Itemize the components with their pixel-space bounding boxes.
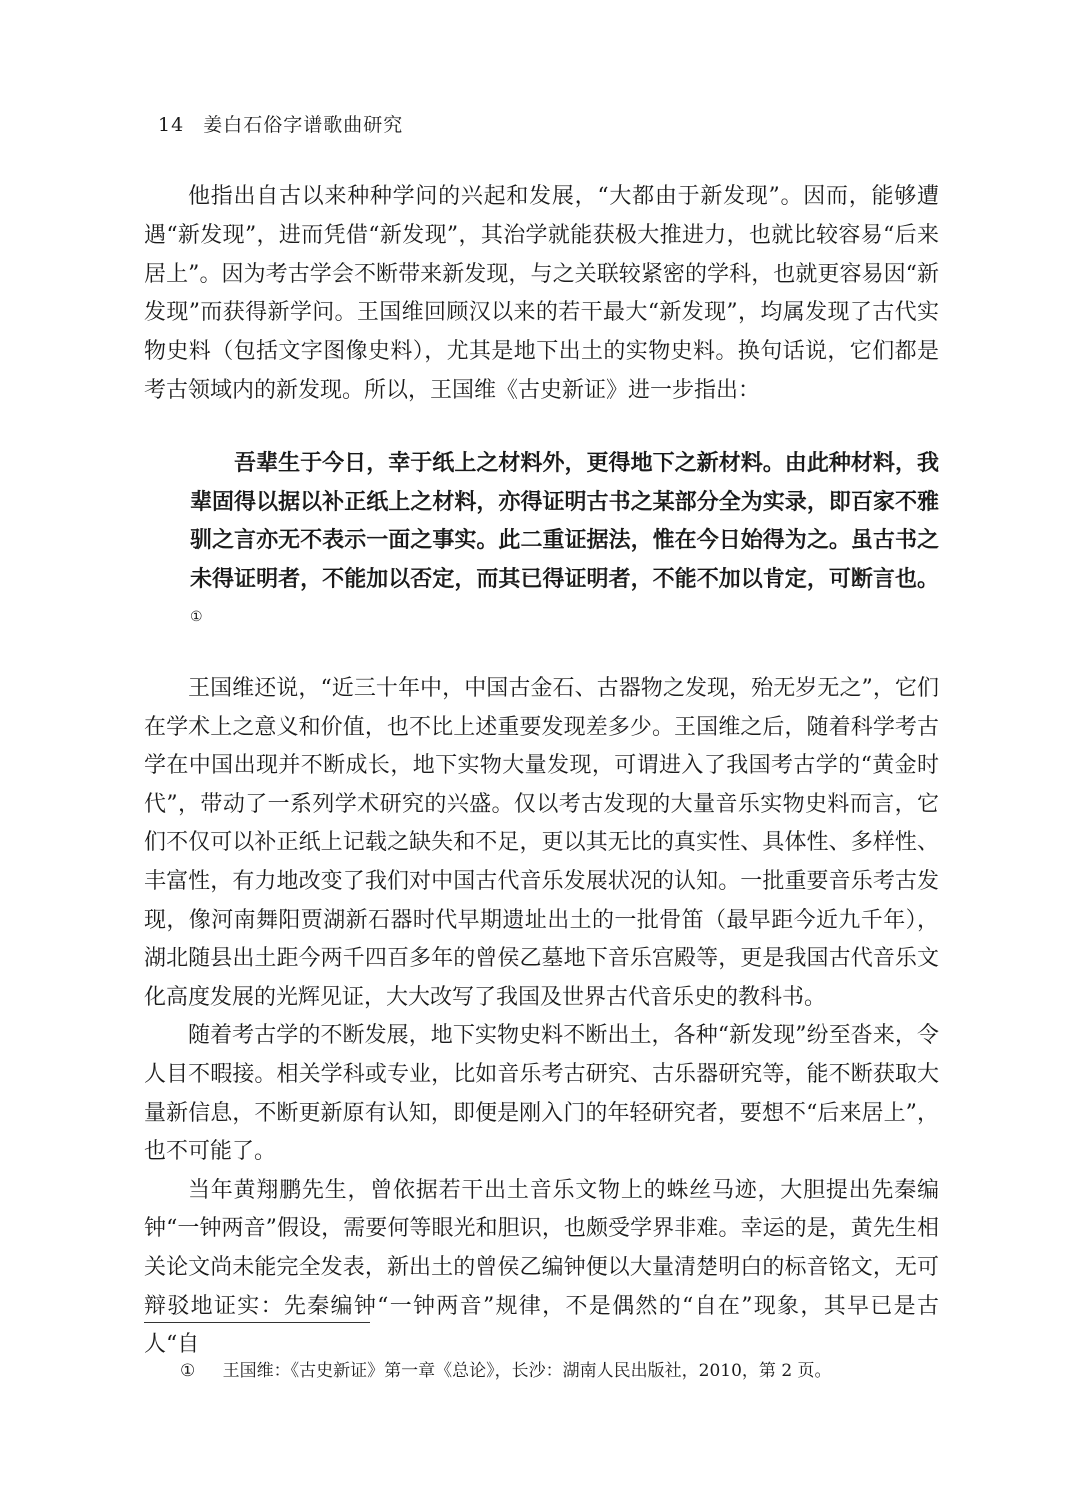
footnote-reference[interactable]: ① [190, 609, 203, 626]
running-head [158, 110, 403, 137]
paragraph: 当年黄翔鹏先生，曾依据若干出土音乐文物上的蛛丝马迹，大胆提出先秦编钟“一钟两音”假设，需要何等眼光和胆识，也颇受学界非难。幸运的是，黄先生相关论文尚未能完全发表，新出土的曾侯乙编钟便以大量清楚明白的标音铭文，无可辩驳地证实：先秦编钟“一钟两音”规律，不是偶然的“自在”现象，其早已是古人“自 [144, 1177, 939, 1358]
body-text-bottom [144, 670, 939, 1365]
footnote-marker: ① [180, 1361, 196, 1381]
quote-text: 吾辈生于今日，幸于纸上之材料外，更得地下之新材料。由此种材料，我辈固得以据以补正纸上之材料，亦得证明古书之某部分全为实录，即百家不雅驯之言亦无不表示一面之事实。此二重证据法，惟在今日始得为之。虽古书之未得证明者，不能加以否定，而其已得证明者，不能不加以肯定，可断言也。 [190, 450, 939, 592]
paragraph: 他指出自古以来种种学问的兴起和发展，“大都由于新发现”。因而，能够遭遇“新发现”，进而凭借“新发现”，其治学就能获极大推进力，也就比较容易“后来居上”。因为考古学会不断带来新发现，与之关联较紧密的学科，也就更容易因“新发现”而获得新学问。王国维回顾汉以来的若干最大“新发现”，均属发现了古代实物史料（包括文字图像史料），尤其是地下出土的实物史料。换句话说，它们都是考古领域内的新发现。所以，王国维《古史新证》进一步指出： [144, 184, 939, 403]
body-text-top [144, 178, 939, 411]
footnote-text: 王国维：《古史新证》第一章《总论》，长沙：湖南人民出版社，2010，第 2 页。 [222, 1361, 832, 1381]
footnote-divider [144, 1322, 370, 1323]
block-quote [190, 444, 939, 642]
paragraph: 王国维还说，“近三十年中，中国古金石、古器物之发现，殆无岁无之”，它们在学术上之意义和价值，也不比上述重要发现差多少。王国维之后，随着科学考古学在中国出现并不断成长，地下实物大量发现，可谓进入了我国考古学的“黄金时代”，带动了一系列学术研究的兴盛。仅以考古发现的大量音乐实物史料而言，它们不仅可以补正纸上记载之缺失和不足，更以其无比的真实性、具体性、多样性、丰富性，有力地改变了我们对中国古代音乐发展状况的认知。一批重要音乐考古发现，像河南舞阳贾湖新石器时代早期遗址出土的一批骨笛（最早距今近九千年），湖北随县出土距今两千四百多年的曾侯乙墓地下音乐宫殿等，更是我国古代音乐文化高度发展的光辉见证，大大改写了我国及世界古代音乐史的教科书。 [144, 676, 939, 1010]
page-number: 14 [158, 114, 185, 136]
quote-paragraph [190, 444, 939, 642]
footnote [180, 1356, 832, 1381]
book-title: 姜白石俗字谱歌曲研究 [203, 114, 404, 136]
paragraph: 随着考古学的不断发展，地下实物史料不断出土，各种“新发现”纷至沓来，令人目不暇接。相关学科或专业，比如音乐考古研究、古乐器研究等，能不断获取大量新信息，不断更新原有认知，即便是刚入门的年轻研究者，要想不“后来居上”，也不可能了。 [144, 1023, 939, 1165]
